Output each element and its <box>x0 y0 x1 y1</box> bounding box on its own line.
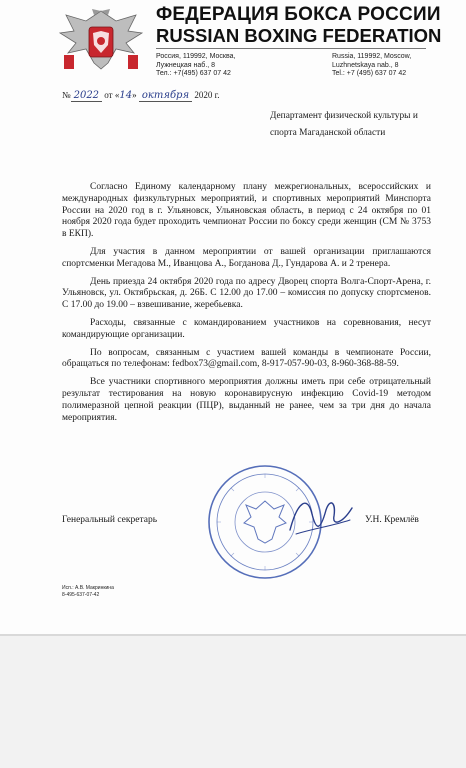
ref-number-prefix: № <box>62 90 71 100</box>
signatory-title: Генеральный секретарь <box>62 515 158 525</box>
address-en-line: Luzhnetskaya nab., 8 <box>332 61 399 69</box>
reference-line <box>62 90 220 102</box>
performer-line: 8-495-637-07-42 <box>62 592 100 598</box>
org-name-en: RUSSIAN BOXING FEDERATION <box>156 25 442 46</box>
address-ru-line: Лужнецкая наб., 8 <box>156 61 216 69</box>
recipient-line: спорта Магаданской области <box>270 128 386 138</box>
body-paragraph: Расходы, связанные с командированием участников на соревнования, несут командирующие организации. <box>62 317 431 340</box>
signatory-name: У.Н. Кремлёв <box>365 515 419 525</box>
letter-body <box>62 182 431 430</box>
header-divider <box>156 48 426 49</box>
ref-from-label: от « <box>104 90 120 100</box>
body-paragraph: Для участия в данном мероприятии от вашей организации приглашаются спортсменки Мегадова М., Иванцова А., Богданова Д., Гундарова А. и 2 тренера. <box>62 246 431 269</box>
recipient-block <box>270 108 446 142</box>
ref-year: 2020 г. <box>194 90 220 100</box>
address-en-line: Tel.: +7 (495) 637 07 42 <box>332 70 407 77</box>
page-edge-divider <box>0 634 466 636</box>
ref-number: 2022 <box>71 90 102 102</box>
body-paragraph: По вопросам, связанным с участием вашей команды в чемпионате России, обращаться по телефонам: fedbox73@gmail.com, 8-917-057-90-03, 8-960-368-88-59. <box>62 347 431 370</box>
recipient-line: Департамент физической культуры и <box>270 111 418 121</box>
body-paragraph: День приезда 24 октября 2020 года по адресу Дворец спорта Волга-Спорт-Арена, г. Ульяновск, ул. Октябрьская, д. 26Б. С 12.00 до 17.00 – комиссия по допуску спортсменов. С 17.00 до 19.00 – взвешивание, жеребьевка. <box>62 276 431 311</box>
scan-bottom-margin <box>0 634 466 768</box>
address-en <box>332 53 411 79</box>
address-ru-line: Тел.: +7(495) 637 07 42 <box>156 70 231 77</box>
address-en-line: Russia, 119992, Moscow, <box>332 53 412 60</box>
body-paragraph: Согласно Единому календарному плану межрегиональных, всероссийских и международных физкультурных мероприятий, и спортивных мероприятий Минспорта России на 2020 год в г. Ульяновск, Ульяновская область, в период с 24 октября по 01 ноября 2020 года будет проходить чемпионат России по боксу среди женщин (СМ № 3753 в ЕКП). <box>62 182 431 240</box>
ref-month: октября <box>139 90 192 102</box>
handwritten-signature-icon <box>286 490 356 540</box>
eagle-emblem-icon <box>56 5 146 75</box>
address-ru-line: Россия, 119992, Москва, <box>156 53 236 60</box>
performer-line: Исп.: А.В. Макринкина <box>62 585 114 591</box>
performer-note <box>62 585 114 599</box>
org-name-ru: ФЕДЕРАЦИЯ БОКСА РОССИИ <box>156 4 441 25</box>
address-ru <box>156 53 235 79</box>
ref-day-close: » <box>132 90 137 100</box>
body-paragraph: Все участники спортивного мероприятия должны иметь при себе отрицательный результат тестирования на новую коронавирусную инфекцию Covid-19 методом полимеразной цепной реакции (ПЦР), выданный не ранее, чем за три дня до начала мероприятия. <box>62 377 431 423</box>
ref-day: 14 <box>119 90 133 101</box>
